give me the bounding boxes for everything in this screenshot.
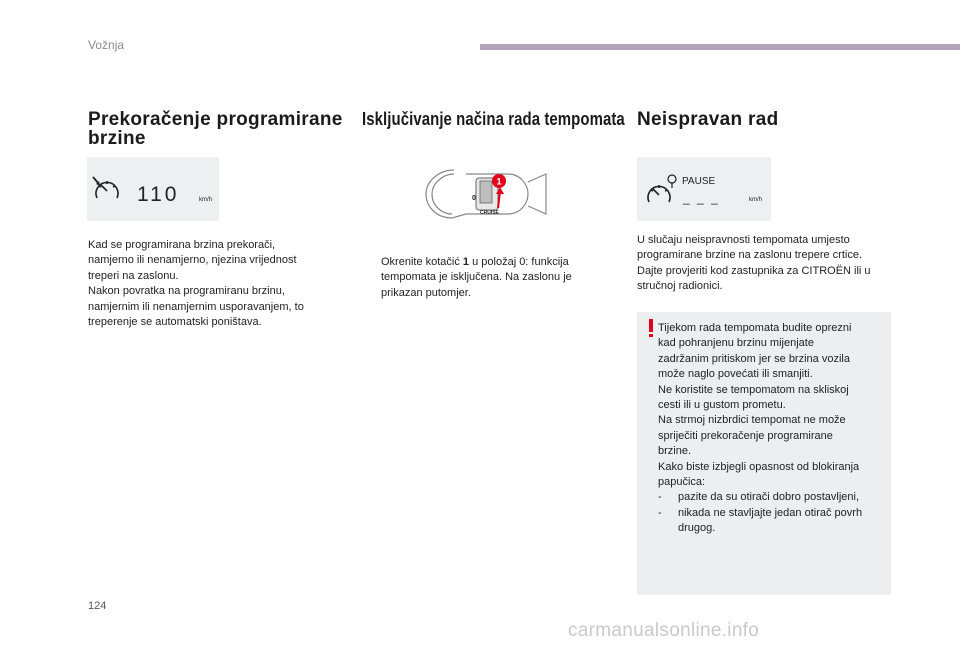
list-dash: - xyxy=(658,491,662,504)
warning-line: cesti ili u gustom prometu. xyxy=(658,399,786,412)
col3-body xyxy=(637,233,899,295)
display-unit: km/h xyxy=(199,197,213,203)
step-line1 xyxy=(381,255,572,270)
bullet-symbol xyxy=(363,255,381,301)
step-text: u položaj 0: funkcija xyxy=(469,256,569,268)
warning-line: Kako biste izbjegli opasnost od blokiranja xyxy=(658,460,860,473)
warning-line: može naglo povećati ili smanjiti. xyxy=(658,368,813,381)
warning-line: spriječiti prekoračenje programirane xyxy=(658,429,833,442)
cruise-stalk-illustration xyxy=(420,160,550,226)
cruise-stalk-graphic xyxy=(420,160,550,226)
col1-line: namjernim ili nenamjernim usporavanjem, to xyxy=(88,300,304,313)
fault-display-panel xyxy=(637,157,771,221)
col1-title-line1: Prekoračenje programirane xyxy=(88,109,343,130)
warning-line: Na strmoj nizbrdici tempomat ne može xyxy=(658,414,846,427)
warning-exclamation-icon xyxy=(649,319,653,337)
col3-line: U slučaju neispravnosti tempomata umjesto xyxy=(637,234,850,246)
col1-line: namjerno ili nenamjerno, njezina vrijednost xyxy=(88,254,297,267)
overspeed-display-graphic xyxy=(87,157,219,221)
fault-display-graphic xyxy=(637,157,771,221)
step-line2: tempomata je isključena. Na zaslonu je xyxy=(381,271,572,284)
list-text: pazite da su otirači dobro postavljeni, xyxy=(678,491,859,504)
step-ref-number: 1 xyxy=(462,256,470,268)
overspeed-display-panel xyxy=(87,157,219,221)
warning-line: papučica: xyxy=(658,476,706,489)
list-text: drugog. xyxy=(678,522,716,535)
col3-line: Dajte provjeriti kod zastupnika za CITROËN ili u xyxy=(637,264,871,277)
stalk-cruise-label: CRUISE xyxy=(480,210,499,216)
list-text: nikada ne stavljajte jedan otirač povrh xyxy=(678,506,863,519)
step-line3: prikazan putomjer. xyxy=(381,286,471,299)
col1-line: treperi na zaslonu. xyxy=(88,269,179,282)
col2-title: Isključivanje načina rada tempomata xyxy=(362,109,625,129)
speed-exceeded-arrow-icon xyxy=(93,177,100,186)
pause-indicator-icon xyxy=(668,175,676,188)
col1-body xyxy=(88,238,338,330)
warning-line: kad pohranjenu brzinu mijenjate xyxy=(658,337,814,350)
display-speed: 110 xyxy=(137,183,180,206)
header-accent-bar xyxy=(480,44,960,50)
list-dash: - xyxy=(658,506,662,519)
step-text: Okrenite kotačić xyxy=(381,256,463,268)
col3-line: stručnoj radionici. xyxy=(637,280,723,293)
warning-list-item xyxy=(658,506,890,537)
display-pause: PAUSE xyxy=(682,176,716,187)
stalk-position-zero: 0 xyxy=(472,195,476,202)
warning-line: Tijekom rada tempomata budite oprezni xyxy=(658,322,852,334)
callout-number: 1 xyxy=(496,176,502,187)
warning-list-item xyxy=(658,490,890,505)
warning-line: brzine. xyxy=(658,445,692,458)
col1-line: treperenje se automatski poništava. xyxy=(88,316,262,329)
section-title: Vožnja xyxy=(88,38,125,52)
speedometer-icon xyxy=(648,185,670,202)
warning-line: zadržanim pritiskom jer se brzina vozila xyxy=(658,352,850,365)
warning-line: Ne koristite se tempomatom na skliskoj xyxy=(658,383,849,396)
col1-line: Nakon povratka na programiranu brzinu, xyxy=(88,285,285,298)
display-dashes: _ _ _ xyxy=(683,191,720,205)
warning-text xyxy=(658,321,890,537)
watermark: carmanualsonline.info xyxy=(568,620,760,641)
page-number: 124 xyxy=(88,600,107,612)
display-unit: km/h xyxy=(749,197,763,203)
col1-title xyxy=(88,110,343,148)
col1-line: Kad se programirana brzina prekorači, xyxy=(88,239,276,251)
col3-line: programirane brzine na zaslonu trepere crtice. xyxy=(637,249,863,262)
col3-title: Neispravan rad xyxy=(637,109,779,130)
col1-title-line2: brzine xyxy=(88,128,146,149)
col2-step xyxy=(363,255,613,301)
